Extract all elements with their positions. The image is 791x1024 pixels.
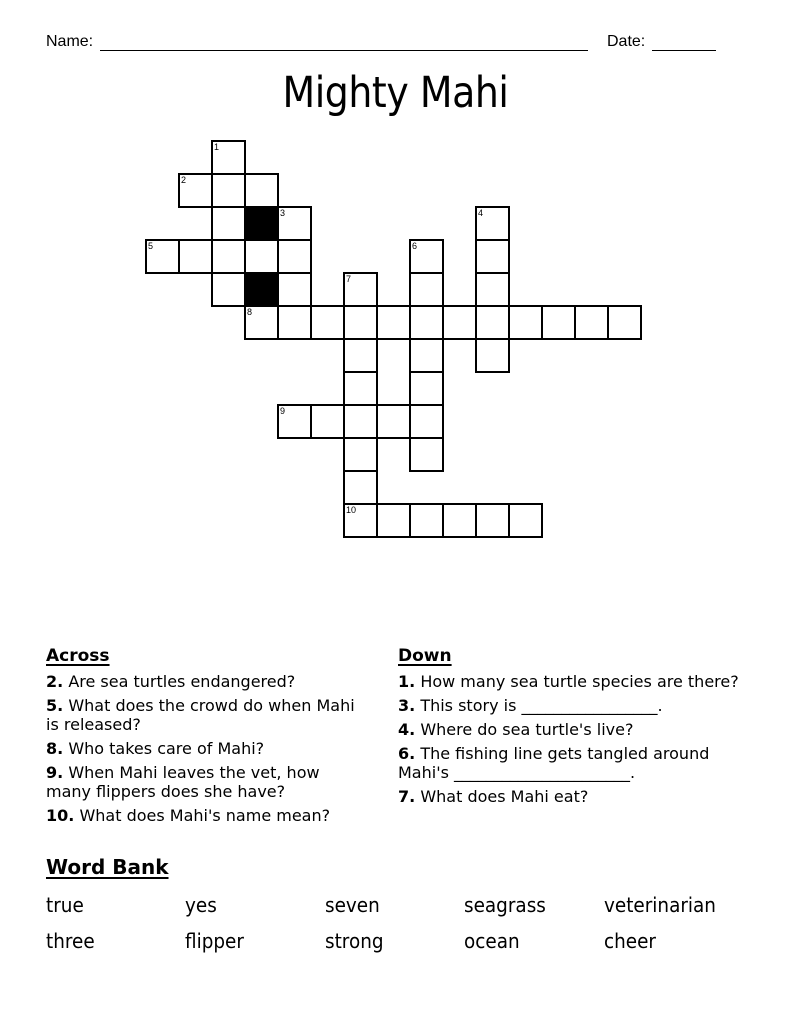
- crossword-cell[interactable]: [343, 437, 378, 472]
- across-heading: Across: [46, 646, 110, 666]
- crossword-cell[interactable]: [277, 305, 312, 340]
- clue-number: 1.: [398, 672, 416, 691]
- page-title: Mighty Mahi: [282, 68, 509, 118]
- crossword-cell[interactable]: [409, 338, 444, 373]
- clue-text: When Mahi leaves the vet, how many flippers does she have?: [46, 763, 320, 801]
- crossword-cell[interactable]: [409, 404, 444, 439]
- clue-number-label: 6: [412, 241, 418, 251]
- crossword-cell[interactable]: [475, 206, 510, 241]
- clue-number-label: 2: [181, 175, 187, 185]
- crossword-cell[interactable]: [343, 371, 378, 406]
- word-bank-word: veterinarian: [604, 893, 716, 917]
- clue-text: Who takes care of Mahi?: [68, 739, 265, 758]
- word-bank-word: flipper: [185, 929, 244, 953]
- crossword-cell[interactable]: [211, 239, 246, 274]
- crossword-cell[interactable]: [409, 239, 444, 274]
- word-bank-word: seagrass: [464, 893, 546, 917]
- crossword-cell[interactable]: [475, 272, 510, 307]
- crossword-cell[interactable]: [475, 338, 510, 373]
- word-bank-word: true: [46, 893, 84, 917]
- clue-across-9: [46, 763, 366, 801]
- clue-number: 2.: [46, 672, 64, 691]
- crossword-cell[interactable]: [178, 173, 213, 208]
- clue-text: Where do sea turtle's live?: [420, 720, 634, 739]
- clue-number: 9.: [46, 763, 64, 782]
- crossword-cell[interactable]: [541, 305, 576, 340]
- clue-number: 6.: [398, 744, 416, 763]
- clue-text: What does the crowd do when Mahi is released?: [46, 696, 355, 734]
- crossword-cell[interactable]: [475, 239, 510, 274]
- word-bank-word: ocean: [464, 929, 520, 953]
- word-bank-heading: Word Bank: [46, 855, 169, 879]
- crossword-cell[interactable]: [211, 272, 246, 307]
- crossword-cell[interactable]: [442, 305, 477, 340]
- word-bank-word: three: [46, 929, 95, 953]
- clue-number-label: 5: [148, 241, 154, 251]
- crossword-cell[interactable]: [574, 305, 609, 340]
- crossword-cell[interactable]: [508, 305, 543, 340]
- crossword-cell[interactable]: [376, 503, 411, 538]
- clue-text: What does Mahi eat?: [420, 787, 589, 806]
- clue-number: 7.: [398, 787, 416, 806]
- clue-across-8: [46, 739, 366, 758]
- crossword-cell[interactable]: [178, 239, 213, 274]
- crossword-cell[interactable]: [508, 503, 543, 538]
- crossword-cell[interactable]: [475, 305, 510, 340]
- clue-number-label: 9: [280, 406, 286, 416]
- crossword-cell[interactable]: [442, 503, 477, 538]
- clue-across-10: [46, 806, 366, 825]
- crossword-cell[interactable]: [376, 404, 411, 439]
- crossword-cell[interactable]: [343, 470, 378, 505]
- crossword-cell[interactable]: [409, 437, 444, 472]
- crossword-cell[interactable]: [244, 173, 279, 208]
- date-label: Date:: [607, 33, 646, 50]
- down-heading: Down: [398, 646, 452, 666]
- crossword-cell[interactable]: [310, 404, 345, 439]
- word-bank-word: seven: [325, 893, 380, 917]
- crossword-cell[interactable]: [277, 206, 312, 241]
- crossword-cell[interactable]: [277, 404, 312, 439]
- crossword-cell[interactable]: [409, 305, 444, 340]
- crossword-cell[interactable]: [211, 140, 246, 175]
- crossword-cell[interactable]: [409, 272, 444, 307]
- clue-number-label: 4: [478, 208, 484, 218]
- clue-text: What does Mahi's name mean?: [79, 806, 331, 825]
- clue-down-3: [398, 696, 743, 715]
- black-square: [244, 206, 279, 241]
- word-bank-word: yes: [185, 893, 217, 917]
- crossword-cell[interactable]: [343, 503, 378, 538]
- clue-down-4: [398, 720, 743, 739]
- crossword-cell[interactable]: [244, 305, 279, 340]
- crossword-cell[interactable]: [343, 305, 378, 340]
- black-square: [244, 272, 279, 307]
- clue-number-label: 3: [280, 208, 286, 218]
- clue-down-1: [398, 672, 743, 691]
- clue-number-label: 1: [214, 142, 220, 152]
- crossword-cell[interactable]: [409, 503, 444, 538]
- crossword-cell[interactable]: [277, 272, 312, 307]
- crossword-cell[interactable]: [244, 239, 279, 274]
- crossword-cell[interactable]: [376, 305, 411, 340]
- clue-number: 3.: [398, 696, 416, 715]
- crossword-cell[interactable]: [145, 239, 180, 274]
- clue-number: 5.: [46, 696, 64, 715]
- clue-text: Are sea turtles endangered?: [68, 672, 296, 691]
- clue-text: The fishing line gets tangled around Mahi's ______________________.: [398, 744, 710, 782]
- crossword-cell[interactable]: [277, 239, 312, 274]
- clue-text: This story is _________________.: [420, 696, 663, 715]
- crossword-cell[interactable]: [343, 272, 378, 307]
- crossword-cell[interactable]: [343, 404, 378, 439]
- word-bank-word: strong: [325, 929, 384, 953]
- clue-number: 10.: [46, 806, 75, 825]
- clue-number-label: 10: [346, 505, 357, 515]
- clue-number-label: 7: [346, 274, 352, 284]
- crossword-cell[interactable]: [607, 305, 642, 340]
- clue-down-7: [398, 787, 743, 806]
- name-label: Name:: [46, 33, 94, 50]
- crossword-cell[interactable]: [211, 206, 246, 241]
- crossword-cell[interactable]: [211, 173, 246, 208]
- clue-across-5: [46, 696, 366, 734]
- crossword-cell[interactable]: [343, 338, 378, 373]
- crossword-cell[interactable]: [409, 371, 444, 406]
- crossword-cell[interactable]: [475, 503, 510, 538]
- clue-number: 8.: [46, 739, 64, 758]
- down-clues: [398, 672, 743, 811]
- clue-number: 4.: [398, 720, 416, 739]
- clue-number-label: 8: [247, 307, 253, 317]
- clue-across-2: [46, 672, 366, 691]
- clue-down-6: [398, 744, 743, 782]
- crossword-cell[interactable]: [310, 305, 345, 340]
- clue-text: How many sea turtle species are there?: [420, 672, 739, 691]
- across-clues: [46, 672, 366, 830]
- word-bank-word: cheer: [604, 929, 656, 953]
